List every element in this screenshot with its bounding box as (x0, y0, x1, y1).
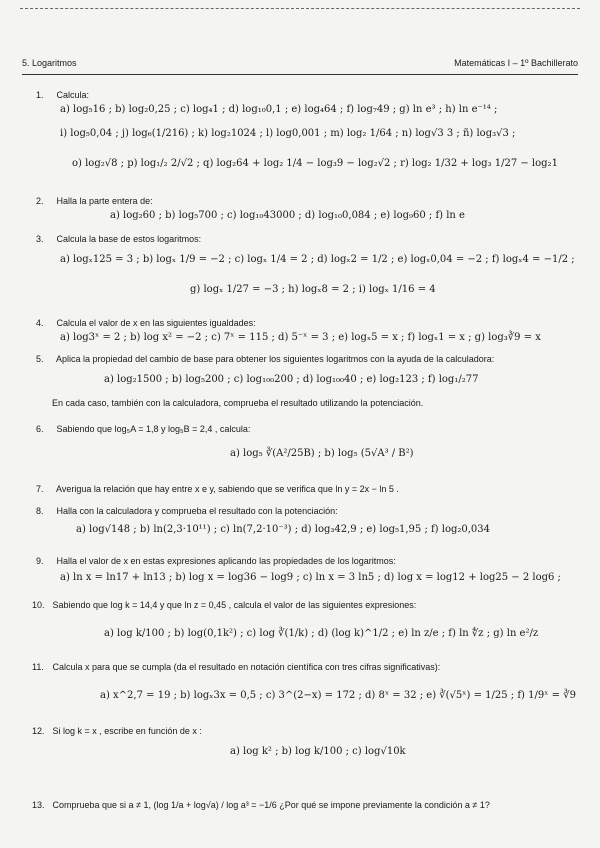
exercise-number: 12. (32, 726, 45, 736)
exercise-prompt: Sabiendo que log k = 14,4 y que ln z = 0,45 , calcula el valor de las siguientes expresiones: (52, 600, 417, 610)
top-dashed-rule (20, 8, 580, 9)
exercise-11 (32, 662, 440, 672)
exercise-number: 9. (36, 556, 44, 566)
exercise-line: a) log₅16 ; b) log₂0,25 ; c) log₄1 ; d) log₁₀0,1 ; e) log₄64 ; f) log₇49 ; g) ln e³ ; h) ln e⁻¹⁴ ; (60, 104, 498, 115)
exercise-line: a) log₂1500 ; b) log₅200 ; c) log₁₀₀200 ; d) log₁₀₀40 ; e) log₂123 ; f) log₁/₂77 (104, 374, 479, 385)
exercise-line: En cada caso, también con la calculadora, comprueba el resultado utilizando la potenciación. (52, 398, 424, 408)
exercise-line: a) log√148 ; b) ln(2,3·10¹¹) ; c) ln(7,2·10⁻³) ; d) log₃42,9 ; e) log₅1,95 ; f) log₂0,034 (76, 524, 491, 535)
exercise-12 (32, 726, 202, 736)
exercise-prompt: Calcula el valor de x en las siguientes igualdades: (56, 318, 256, 328)
page-header (22, 58, 578, 72)
exercise-prompt: Aplica la propiedad del cambio de base para obtener los siguientes logaritmos con la ayuda de la calculadora: (56, 354, 495, 364)
exercise-4 (36, 318, 256, 328)
header-rule (22, 74, 578, 75)
exercise-13 (32, 800, 490, 810)
exercise-7 (36, 484, 399, 494)
exercise-3 (36, 234, 201, 244)
exercise-line: g) logₓ 1/27 = −3 ; h) logₓ8 = 2 ; i) logₓ 1/16 = 4 (190, 284, 436, 295)
exercise-number: 8. (36, 506, 44, 516)
exercise-line: o) log₂√8 ; p) log₁/₂ 2/√2 ; q) log₂64 + log₂ 1/4 − log₃9 − log₂√2 ; r) log₂ 1/32 + log₃ 1/27 − log₂1 (72, 158, 558, 169)
exercise-number: 7. (36, 484, 44, 494)
exercise-line: a) x^2,7 = 19 ; b) logₓ3x = 0,5 ; c) 3^(2−x) = 172 ; d) 8ˣ = 32 ; e) ∛(√5ˣ) = 1/25 ; f) 1/9ˣ = ∛9 (100, 690, 576, 701)
exercise-prompt: Halla con la calculadora y comprueba el resultado con la potenciación: (56, 506, 338, 516)
exercise-prompt: Calcula la base de estos logaritmos: (56, 234, 202, 244)
exercise-prompt: Sabiendo que log₅A = 1,8 y log₅B = 2,4 , calcula: (56, 424, 251, 434)
exercise-prompt: Comprueba que si a ≠ 1, (log 1/a + log√a) / log a³ = −1/6 ¿Por qué se impone previamente la condición a ≠ 1? (52, 800, 490, 810)
exercise-number: 5. (36, 354, 44, 364)
header-course: Matemáticas I – 1º Bachillerato (454, 58, 578, 68)
exercise-number: 13. (32, 800, 45, 810)
exercise-number: 11. (32, 662, 44, 672)
exercise-line: a) logₓ125 = 3 ; b) logₓ 1/9 = −2 ; c) logₓ 1/4 = 2 ; d) logₓ2 = 1/2 ; e) logₓ0,04 = −2 ; f) logₓ4 = −1/2 ; (60, 254, 575, 265)
exercise-number: 2. (36, 196, 44, 206)
exercise-number: 6. (36, 424, 44, 434)
exercise-2 (36, 196, 153, 206)
exercise-prompt: Calcula x para que se cumpla (da el resultado en notación científica con tres cifras significativas): (52, 662, 441, 672)
exercise-line: i) log₅0,04 ; j) log₆(1/216) ; k) log₂1024 ; l) log0,001 ; m) log₂ 1/64 ; n) log√3 3 ; ñ) log₃√3 ; (60, 128, 516, 139)
exercise-prompt: Averigua la relación que hay entre x e y, sabiendo que se verifica que ln y = 2x − ln 5 . (56, 484, 399, 494)
exercise-number: 4. (36, 318, 44, 328)
exercise-prompt: Si log k = x , escribe en función de x : (52, 726, 202, 736)
exercise-prompt: Calcula: (56, 90, 90, 100)
exercise-prompt: Halla la parte entera de: (56, 196, 153, 206)
exercise-number: 10. (32, 600, 45, 610)
exercise-1 (36, 90, 89, 100)
exercise-line: a) log k/100 ; b) log(0,1k²) ; c) log ∛(1/k) ; d) (log k)^1/2 ; e) ln z/e ; f) ln ∜z ; g) ln e²/z (104, 628, 539, 639)
exercise-line: a) ln x = ln17 + ln13 ; b) log x = log36 − log9 ; c) ln x = 3 ln5 ; d) log x = log12 + log25 − 2 log6 ; (60, 572, 561, 583)
exercise-10 (32, 600, 416, 610)
exercise-number: 1. (36, 90, 44, 100)
exercise-line: a) log k² ; b) log k/100 ; c) log√10k (230, 746, 406, 757)
exercise-line: a) log₂60 ; b) log₅700 ; c) log₁₀43000 ; d) log₁₀0,084 ; e) log₉60 ; f) ln e (110, 210, 465, 221)
exercise-5 (36, 354, 494, 364)
exercise-number: 3. (36, 234, 44, 244)
exercise-line: a) log₅ ∛(A²/25B) ; b) log₅ (5√A³ / B²) (230, 448, 414, 459)
exercise-6 (36, 424, 250, 434)
exercise-9 (36, 556, 396, 566)
exercise-8 (36, 506, 338, 516)
exercise-prompt: Halla el valor de x en estas expresiones aplicando las propiedades de los logaritmos: (56, 556, 396, 566)
header-topic: 5. Logaritmos (22, 58, 77, 68)
exercise-line: a) log3ˣ = 2 ; b) log x² = −2 ; c) 7ˣ = 115 ; d) 5⁻ˣ = 3 ; e) logₓ5 = x ; f) logₓ1 = x ; g) log₃∛9 = x (60, 332, 541, 343)
